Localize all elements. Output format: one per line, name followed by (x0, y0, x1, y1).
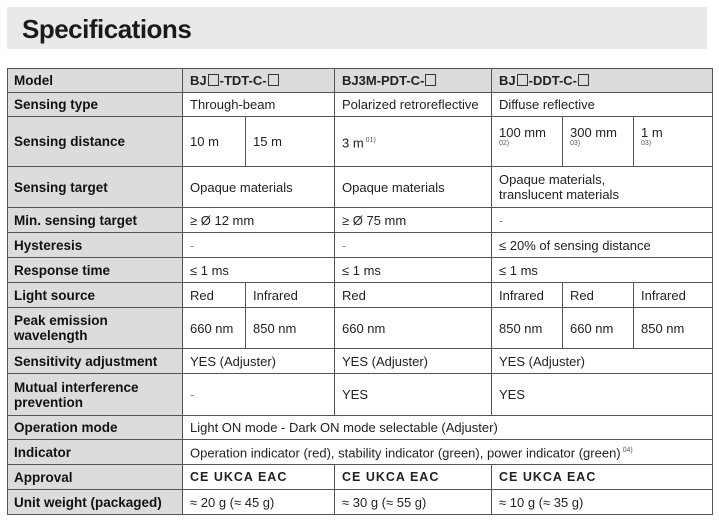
cell: 850 nm (246, 308, 335, 349)
approval-marks: CE UKCA EAC (183, 465, 335, 490)
cell: Operation indicator (red), stability indicator (green), power indicator (green) $^{04)}$ (183, 440, 713, 465)
cell: ≥ Ø 75 mm (335, 208, 492, 233)
table-row-mutual-interference (8, 374, 713, 416)
table-row-sensing-target (8, 167, 713, 208)
cell: Diffuse reflective (492, 93, 713, 117)
row-label: Peak emission wavelength (8, 308, 183, 349)
row-label: Response time (8, 258, 183, 283)
row-label: Sensing type (8, 93, 183, 117)
cell: - (183, 233, 335, 258)
row-label: Light source (8, 283, 183, 308)
table-row-peak-emission-wavelength (8, 308, 713, 349)
table-row-unit-weight (8, 490, 713, 515)
cell: Red (335, 283, 492, 308)
cell: - (492, 208, 713, 233)
row-label: Sensing target (8, 167, 183, 208)
cell: Through-beam (183, 93, 335, 117)
placeholder-box (578, 74, 589, 86)
table-row-indicator (8, 440, 713, 465)
row-label: Indicator (8, 440, 183, 465)
placeholder-box (517, 74, 528, 86)
cell: - (335, 233, 492, 258)
row-label: Min. sensing target (8, 208, 183, 233)
table-row-operation-mode (8, 416, 713, 440)
cell: Infrared (634, 283, 713, 308)
cell: YES (Adjuster) (335, 349, 492, 374)
title-bar (7, 7, 707, 49)
row-label-model: Model (8, 69, 183, 93)
table-row-approval (8, 465, 713, 490)
cell: ≤ 1 ms (335, 258, 492, 283)
row-label: Sensing distance (8, 117, 183, 167)
model-a: BJ -TDT-C- (183, 69, 335, 93)
placeholder-box (208, 74, 219, 86)
cell: ≤ 1 ms (492, 258, 713, 283)
model-c: BJ -DDT-C- (492, 69, 713, 93)
cell: 1 m 03) (634, 117, 713, 167)
cell: 300 mm 03) (563, 117, 634, 167)
table-row-response-time (8, 258, 713, 283)
cell: YES (Adjuster) (492, 349, 713, 374)
specifications-table (7, 68, 713, 515)
approval-marks: CE UKCA EAC (492, 465, 713, 490)
row-label: Hysteresis (8, 233, 183, 258)
cell: 850 nm (634, 308, 713, 349)
cell: ≥ Ø 12 mm (183, 208, 335, 233)
cell: 660 nm (183, 308, 246, 349)
cell: Infrared (246, 283, 335, 308)
row-label: Sensitivity adjustment (8, 349, 183, 374)
cell: 10 m (183, 117, 246, 167)
row-label: Operation mode (8, 416, 183, 440)
cell: Opaque materials, translucent materials (492, 167, 713, 208)
cell: ≈ 10 g (≈ 35 g) (492, 490, 713, 515)
cell: 100 mm 02) (492, 117, 563, 167)
cell: YES (335, 374, 492, 416)
table-row-light-source (8, 283, 713, 308)
cell: Infrared (492, 283, 563, 308)
table-row-sensitivity-adjustment (8, 349, 713, 374)
table-row-sensing-distance (8, 117, 713, 167)
row-label: Unit weight (packaged) (8, 490, 183, 515)
row-label: Approval (8, 465, 183, 490)
placeholder-box (425, 74, 436, 86)
cell: YES (Adjuster) (183, 349, 335, 374)
cell: 3 m $^{01)}$ (335, 117, 492, 167)
cell: 660 nm (563, 308, 634, 349)
cell: YES (492, 374, 713, 416)
row-label: Mutual interference prevention (8, 374, 183, 416)
cell: ≈ 20 g (≈ 45 g) (183, 490, 335, 515)
cell: Polarized retroreflective (335, 93, 492, 117)
cell: 15 m (246, 117, 335, 167)
table-row-sensing-type (8, 93, 713, 117)
table-row-min-sensing-target (8, 208, 713, 233)
cell: 850 nm (492, 308, 563, 349)
cell: - (183, 374, 335, 416)
cell: Red (563, 283, 634, 308)
table-row-hysteresis (8, 233, 713, 258)
cell: 660 nm (335, 308, 492, 349)
cell: ≈ 30 g (≈ 55 g) (335, 490, 492, 515)
cell: Opaque materials (335, 167, 492, 208)
table-row-model (8, 69, 713, 93)
cell: Light ON mode - Dark ON mode selectable (Adjuster) (183, 416, 713, 440)
page-title: Specifications (22, 14, 192, 44)
model-b: BJ3M-PDT-C- (335, 69, 492, 93)
cell: Red (183, 283, 246, 308)
cell: ≤ 20% of sensing distance (492, 233, 713, 258)
cell: Opaque materials (183, 167, 335, 208)
placeholder-box (268, 74, 279, 86)
approval-marks: CE UKCA EAC (335, 465, 492, 490)
cell: ≤ 1 ms (183, 258, 335, 283)
